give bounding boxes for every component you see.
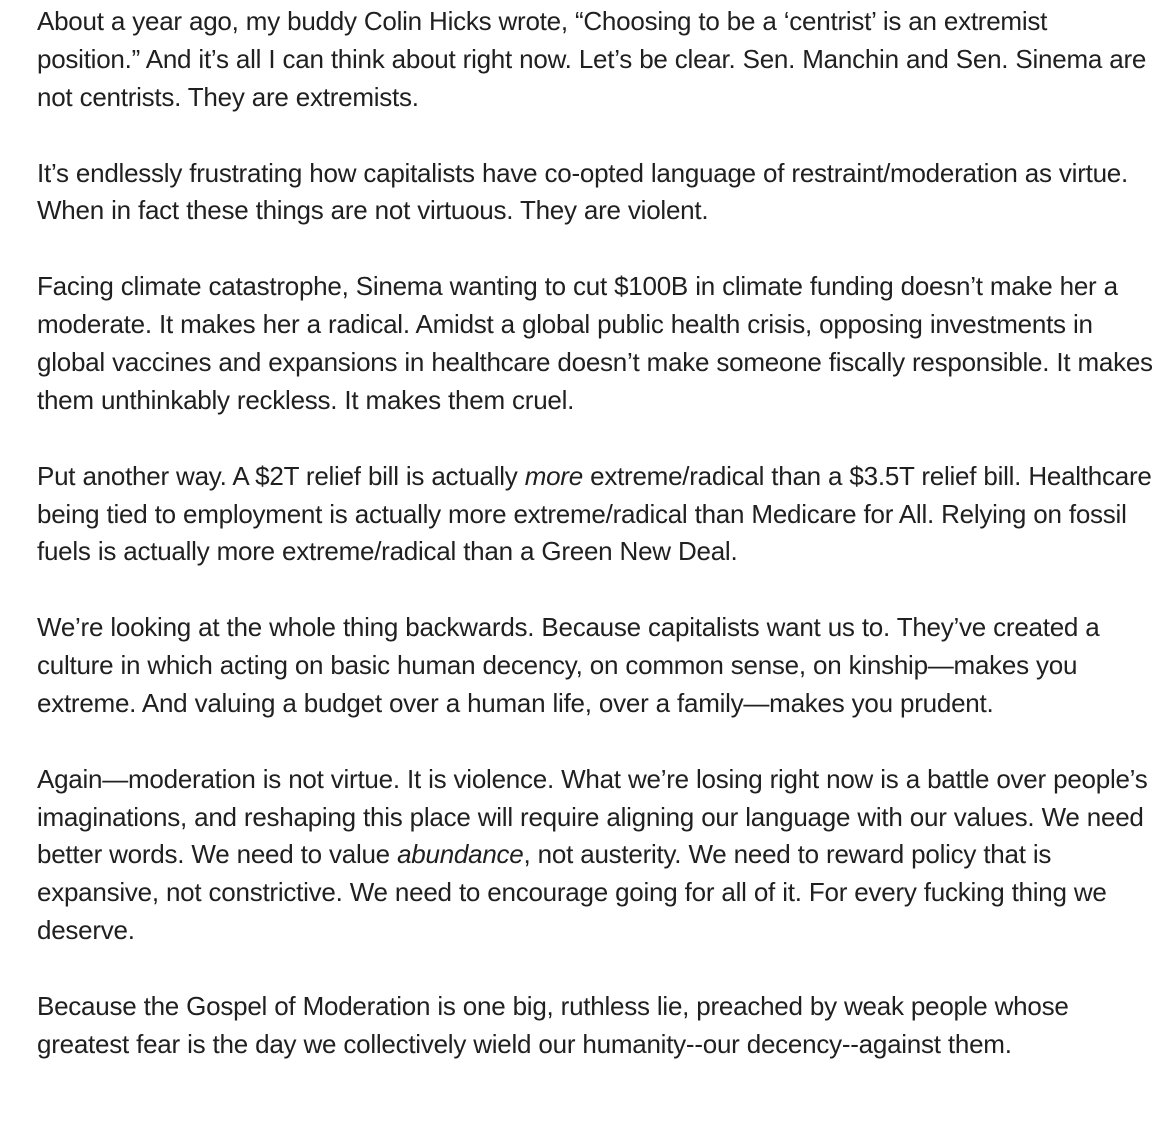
paragraph-4-text-end: extreme/radical than a $3.5T relief bill. Healthcare being tied to employment is actually more extreme/radical than Medicare for All. Relying on fossil fuels is actually more extreme/radical than a Green New Deal. [37, 460, 1152, 567]
paragraph-6 [37, 761, 1157, 950]
paragraph-6-emphasis: abundance [397, 839, 524, 870]
paragraph-2 [37, 155, 1157, 231]
paragraph-3-text: Facing climate catastrophe, Sinema wanting to cut $100B in climate funding doesn’t make her a moderate. It makes her a radical. Amidst a global public health crisis, opposing investments in global vaccines and expansions in healthcare doesn’t make someone fiscally responsible. It makes them unthinkably reckless. It makes them cruel. [37, 271, 1153, 415]
paragraph-6-text-start: Again—moderation is not virtue. It is violence. What we’re losing right now is a battle over people’s imaginations, and reshaping this place will require aligning our language with our values. We need better words. We need to value [37, 763, 1148, 870]
paragraph-5-text: We’re looking at the whole thing backwards. Because capitalists want us to. They’ve created a culture in which acting on basic human decency, on common sense, on kinship—makes you extreme. And valuing a budget over a human life, over a family—makes you prudent. [37, 612, 1100, 718]
paragraph-4-text-start: Put another way. A $2T relief bill is actually [37, 460, 525, 491]
paragraph-3 [37, 268, 1157, 419]
paragraph-2-text: It’s endlessly frustrating how capitalists have co-opted language of restraint/moderation as virtue. When in fact these things are not virtuous. They are violent. [37, 157, 1128, 226]
paragraph-6-text-end: , not austerity. We need to reward policy that is expansive, not constrictive. We need to encourage going for all of it. For every fucking thing we deserve. [37, 839, 1107, 946]
paragraph-4 [37, 458, 1157, 571]
paragraph-7-text: Because the Gospel of Moderation is one big, ruthless lie, preached by weak people whose greatest fear is the day we collectively wield our humanity--our decency--against them. [37, 991, 1069, 1059]
paragraph-1 [37, 3, 1157, 116]
paragraph-7 [37, 988, 1157, 1064]
paragraph-4-emphasis: more [524, 460, 583, 491]
paragraph-1-text: About a year ago, my buddy Colin Hicks wrote, “Choosing to be a ‘centrist’ is an extremist position.” And it’s all I can think about right now. Let’s be clear. Sen. Manchin and Sen. Sinema are not centrists. They are extremists. [37, 6, 1147, 112]
document-body [37, 3, 1157, 1064]
paragraph-5 [37, 609, 1157, 722]
